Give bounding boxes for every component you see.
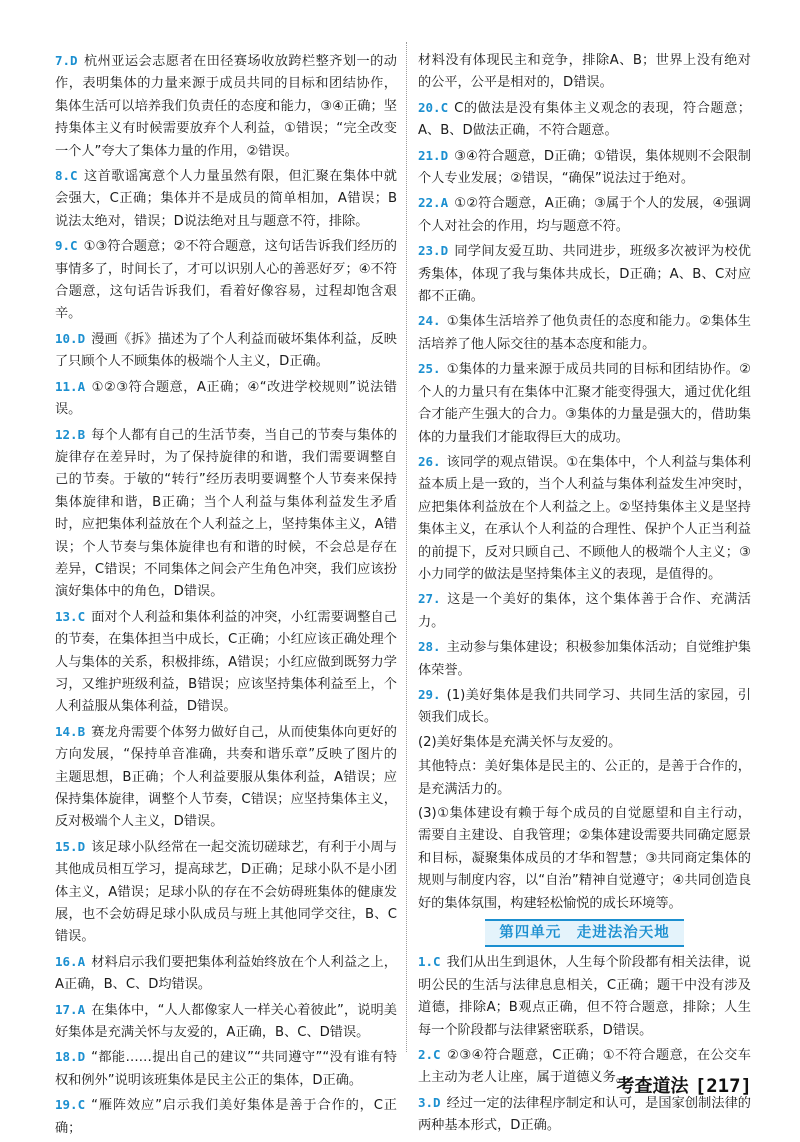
answer-item — [55, 606, 397, 719]
page-footer — [617, 1072, 752, 1098]
answer-number: 19.C — [55, 1097, 86, 1113]
answer-item — [418, 145, 751, 191]
answer-number: 2.C — [418, 1047, 441, 1063]
answer-text: 材料没有体现民主和竞争，排除A、B；世界上没有绝对的公平，公平是相对的，D错误。 — [418, 53, 751, 91]
answer-text: ①②③符合题意，A正确；④“改进学校规则”说法错误。 — [55, 379, 397, 418]
answer-item — [418, 50, 751, 95]
answer-number: 21.D — [418, 147, 449, 163]
answer-number: 17.A — [55, 1001, 86, 1017]
answer-number: 12.B — [55, 426, 86, 442]
answer-item — [55, 999, 397, 1045]
footer-label: 考查道法 — [616, 1076, 689, 1097]
answers-unit-three — [418, 50, 751, 915]
answer-number: 16.A — [55, 953, 86, 969]
answer-number: 22.A — [418, 195, 449, 211]
answer-number: 27. — [418, 591, 441, 607]
answer-text: 在集体中，“人人都像家人一样关心着彼此”，说明美好集体是充满关怀与友爱的，A正确，B、C、D错误。 — [55, 1002, 397, 1041]
answer-text: 该同学的观点错误。①在集体中，个人利益与集体利益本质上是一致的，当个人利益与集体利益发生冲突时，应把集体利益放在个人利益之上。②坚持集体主义是坚持集体主义，在承认个人利益的合理性、保护个人正当利益的前提下，反对只顾自己、不顾他人的极端个人主义；③小力同学的做法是坚持集体主义的表现，是值得的。 — [418, 454, 751, 582]
answer-number: 24. — [418, 313, 441, 329]
answer-item — [418, 1092, 751, 1138]
answer-item — [55, 165, 397, 233]
answer-item — [55, 424, 397, 604]
answer-number: 13.C — [55, 608, 86, 624]
answer-text: ①③符合题意；②不符合题意，这句话告诉我们经历的事情多了，时间长了，才可以识别人心的善恶好歹；④不符合题意，这句话告诉我们，看着好像容易，过程却饱含艰辛。 — [55, 239, 397, 322]
answer-item — [55, 836, 397, 949]
answer-text: 我们从出生到退休，人生每个阶段都有相关法律，说明公民的生活与法律息息相关，C正确；题干中没有涉及道德，排除A；B观点正确，但不符合题意，排除；人生每一个阶段都与法律紧密联系，D错误。 — [418, 955, 751, 1038]
answer-text: 每个人都有自己的生活节奏，当自己的节奏与集体的旋律存在差异时，为了保持旋律的和谐，我们需要调整自己的节奏。于敏的“转行”经历表明要调整个人节奏来保持集体旋律和谐，B正确；当个人利益与集体利益发生矛盾时，应把集体利益放在个人利益之上，坚持集体主义，A错误；个人节奏与集体旋律也有和谐的时候，不会总是存在差异，C错误；不同集体之间会产生角色冲突，我们应该扮演好集体中的角色，D错误。 — [55, 427, 397, 600]
answer-item — [55, 721, 397, 834]
answer-number: 25. — [418, 361, 441, 377]
answer-item — [418, 240, 751, 308]
answer-item — [418, 97, 751, 143]
answer-text: ①集体生活培养了他负责任的态度和能力。②集体生活培养了他人际交往的基本态度和能力。 — [418, 314, 751, 352]
answer-number: 3.D — [418, 1094, 441, 1110]
answer-item — [55, 951, 397, 997]
answer-number: 14.B — [55, 723, 86, 739]
answer-text: (1)美好集体是我们共同学习、共同生活的家园，引领我们成长。 — [418, 687, 751, 726]
answer-item — [55, 1094, 397, 1140]
answer-text: 这首歌谣寓意个人力量虽然有限，但汇聚在集体中就会强大，C正确；集体并不是成员的简单相加，A错误；B说法太绝对，错误；D说法绝对且与题意不符，排除。 — [55, 169, 397, 229]
answer-item — [418, 732, 751, 754]
page-number: [217] — [694, 1075, 752, 1097]
answer-number: 7.D — [55, 53, 78, 68]
answer-text: (3)①集体建设有赖于每个成员的自觉愿望和自主行动，需要自主建设、自我管理；②集体建设需要共同确定愿景和目标，凝聚集体成员的才华和智慧；③共同商定集体的规则与制度内容，以“自治”精神自觉遵守；④共同创造良好的集体氛围，构建轻松愉悦的成长环境等。 — [418, 806, 751, 911]
answer-text: “雁阵效应”启示我们美好集体是善于合作的，C正确； — [55, 1098, 397, 1136]
answer-number: 11.A — [55, 378, 86, 394]
answer-text: 同学间友爱互助、共同进步，班级多次被评为校优秀集体，体现了我与集体共成长，D正确；A、B、C对应都不正确。 — [418, 244, 751, 305]
answer-text: (2)美好集体是充满关怀与友爱的。 — [418, 734, 622, 750]
answer-number: 28. — [418, 639, 441, 655]
answer-text: 赛龙舟需要个体努力做好自己，从而使集体向更好的方向发展，“保持单音准确，共奏和谐乐章”反映了图片的主题思想，B正确；个人利益要服从集体利益，A错误；应保持集体旋律，调整个人节奏，C错误；应坚持集体主义，反对极端个人主义，D错误。 — [55, 724, 397, 830]
answer-item — [418, 588, 751, 634]
answer-text: ③④符合题意，D正确；①错误，集体规则不会限制个人专业发展；②错误，“确保”说法过于绝对。 — [418, 148, 751, 187]
right-column — [418, 50, 751, 1140]
answer-item — [418, 951, 751, 1042]
answer-text: 材料启示我们要把集体利益始终放在个人利益之上，A正确，B、C、D均错误。 — [55, 954, 397, 993]
answer-text: “都能……提出自己的建议”“共同遵守”“没有谁有特权和例外”说明该班集体是民主公正的集体，D正确。 — [55, 1050, 397, 1088]
answer-number: 15.D — [55, 838, 86, 854]
answer-item — [55, 376, 397, 422]
answer-number: 9.C — [55, 238, 78, 254]
answer-text: ②③④符合题意，C正确；①不符合题意，在公交车上主动为老人让座，属于道德义务。 — [418, 1048, 751, 1086]
answer-text: 漫画《拆》描述为了个人利益而破坏集体利益，反映了只顾个人不顾集体的极端个人主义，D正确。 — [55, 331, 397, 370]
unit-title — [418, 919, 751, 947]
answer-number: 1.C — [418, 954, 441, 970]
unit-title-text: 第四单元 走进法治天地 — [485, 919, 684, 947]
answer-text: C的做法是没有集体主义观念的表现，符合题意；A、B、D做法正确，不符合题意。 — [418, 100, 751, 139]
answer-item — [55, 1046, 397, 1092]
answer-text: ①集体的力量来源于成员共同的目标和团结协作。②个人的力量只有在集体中汇聚才能变得强大，通过优化组合才能产生强大的合力。③集体的力量是强大的，借助集体的力量我们才能取得巨大的成功。 — [418, 362, 751, 445]
answer-item — [418, 192, 751, 238]
answer-item — [418, 358, 751, 449]
answer-item — [55, 235, 397, 326]
answer-text: 面对个人利益和集体利益的冲突，小红需要调整自己的节奏，在集体担当中成长，C正确；小红应该正确处理个人与集体的关系，积极排练，A错误；小红应做到既努力学习，又维护班级利益，B错误；应该坚持集体利益至上，个人利益服从集体利益，D错误。 — [55, 609, 397, 715]
answer-item — [418, 451, 751, 586]
answer-item — [418, 756, 751, 801]
answer-item — [418, 803, 751, 915]
answer-text: 杭州亚运会志愿者在田径赛场收放跨栏整齐划一的动作，表明集体的力量来源于成员共同的目标和团结协作，集体生活可以培养我们负责任的态度和能力，③④正确；坚持集体主义有时候需要放弃个人利益，①错误；“完全改变一个人”夸大了集体力量的作用，②错误。 — [55, 54, 397, 159]
answer-number: 23.D — [418, 243, 449, 259]
answer-text: 这是一个美好的集体，这个集体善于合作、充满活力。 — [418, 592, 751, 630]
answer-text: 该足球小队经常在一起交流切磋球艺，有利于小周与其他成员相互学习，提高球艺，D正确；足球小队不是小团体主义，A错误；足球小队的存在不会妨碍班集体的健康发展，也不会妨碍足球小队成员与班上其他同学交往，B、C错误。 — [55, 839, 397, 945]
answer-number: 20.C — [418, 99, 449, 115]
answer-item — [55, 50, 397, 163]
answer-item — [418, 310, 751, 356]
answer-item — [418, 636, 751, 682]
answer-number: 29. — [418, 686, 441, 702]
answers-unit-four — [418, 951, 751, 1137]
answer-number: 26. — [418, 453, 441, 469]
answer-item — [418, 684, 751, 730]
answer-number: 8.C — [55, 168, 78, 184]
column-divider — [406, 42, 407, 1052]
answer-item — [55, 328, 397, 374]
answer-text: 其他特点：美好集体是民主的、公正的，是善于合作的，是充满活力的。 — [418, 759, 751, 797]
answer-text: ①②符合题意，A正确；③属于个人的发展，④强调个人对社会的作用，均与题意不符。 — [418, 196, 751, 234]
answer-text: 主动参与集体建设；积极参加集体活动；自觉维护集体荣誉。 — [418, 640, 751, 678]
answer-number: 10.D — [55, 330, 86, 346]
left-column — [55, 50, 397, 1142]
answer-text: 经过一定的法律程序制定和认可，是国家创制法律的两种基本形式，D正确。 — [418, 1095, 751, 1134]
answer-number: 18.D — [55, 1049, 86, 1065]
